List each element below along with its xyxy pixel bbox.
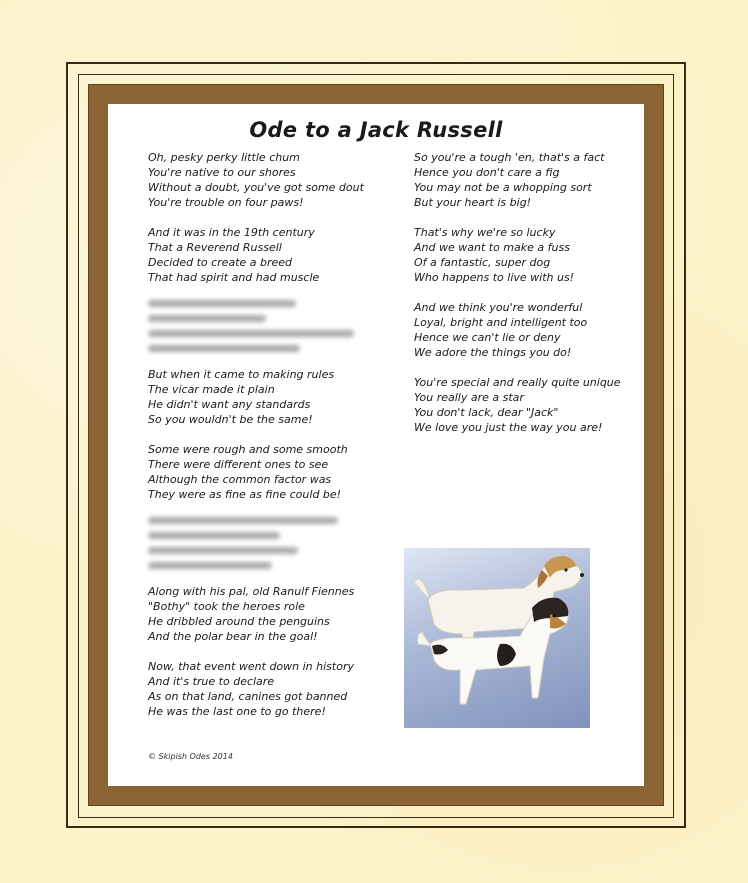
poem-line: But your heart is big! <box>414 196 532 209</box>
poem-line: Loyal, bright and intelligent too <box>414 316 588 329</box>
poem-line: So you're a tough 'en, that's a fact <box>414 151 605 164</box>
blurred-stanza <box>148 300 388 352</box>
stanza-5 <box>148 584 388 644</box>
stanza-3 <box>148 367 388 427</box>
poem-line: Hence we can't lie or deny <box>414 331 561 344</box>
poem-line: You're special and really quite unique <box>414 376 621 389</box>
poem-line: He was the last one to go there! <box>148 705 326 718</box>
poem-line: And we think you're wonderful <box>414 301 583 314</box>
poem-line: He dribbled around the penguins <box>148 615 330 628</box>
jack-russell-photo <box>404 548 590 728</box>
poem-line: Oh, pesky perky little chum <box>148 151 300 164</box>
poem-line: We love you just the way you are! <box>414 421 603 434</box>
blurred-line <box>148 315 266 322</box>
stanza-7 <box>414 150 634 210</box>
right-column <box>414 150 634 450</box>
stanza-8 <box>414 225 634 285</box>
poem-line: They were as fine as fine could be! <box>148 488 342 501</box>
poem-line: That had spirit and had muscle <box>148 271 320 284</box>
poem-line: That a Reverend Russell <box>148 241 282 254</box>
poem-line: You're trouble on four paws! <box>148 196 304 209</box>
poem-line: And we want to make a fuss <box>414 241 570 254</box>
blurred-line <box>148 300 296 307</box>
stanza-6 <box>148 659 388 719</box>
blurred-line <box>148 345 300 352</box>
poem-line: That's why we're so lucky <box>414 226 556 239</box>
stanza-4 <box>148 442 388 502</box>
poem-line: Of a fantastic, super dog <box>414 256 551 269</box>
stanza-2 <box>148 225 388 285</box>
poem-line: You're native to our shores <box>148 166 296 179</box>
stanza-1 <box>148 150 388 210</box>
poem-line: And the polar bear in the goal! <box>148 630 318 643</box>
poem-line: He didn't want any standards <box>148 398 311 411</box>
blurred-line <box>148 532 280 539</box>
poem-line: The vicar made it plain <box>148 383 275 396</box>
poem-line: There were different ones to see <box>148 458 329 471</box>
poem-line: Along with his pal, old Ranulf Fiennes <box>148 585 355 598</box>
poem-line: "Bothy" took the heroes role <box>148 600 305 613</box>
dogs-illustration <box>404 548 590 728</box>
poem-line: Some were rough and some smooth <box>148 443 348 456</box>
poem-line: And it was in the 19th century <box>148 226 315 239</box>
blurred-stanza <box>148 517 388 569</box>
copyright-notice: © Skipish Odes 2014 <box>148 752 233 761</box>
poem-line: Without a doubt, you've got some dout <box>148 181 364 194</box>
poem-line: As on that land, canines got banned <box>148 690 348 703</box>
poem-line: So you wouldn't be the same! <box>148 413 313 426</box>
poem-sheet <box>108 104 644 786</box>
blurred-line <box>148 547 298 554</box>
blurred-line <box>148 517 338 524</box>
poem-line: We adore the things you do! <box>414 346 572 359</box>
blurred-line <box>148 562 272 569</box>
stanza-9 <box>414 300 634 360</box>
poem-line: You don't lack, dear "Jack" <box>414 406 559 419</box>
poem-line: And it's true to declare <box>148 675 275 688</box>
poem-line: You may not be a whopping sort <box>414 181 592 194</box>
poem-line: Decided to create a breed <box>148 256 293 269</box>
poem-line: Who happens to live with us! <box>414 271 575 284</box>
poem-line: Hence you don't care a fig <box>414 166 560 179</box>
left-column <box>148 150 388 734</box>
poem-line: But when it came to making rules <box>148 368 335 381</box>
poem-title: Ode to a Jack Russell <box>249 118 503 142</box>
poem-line: You really are a star <box>414 391 524 404</box>
poem-line: Although the common factor was <box>148 473 332 486</box>
blurred-line <box>148 330 354 337</box>
stanza-10 <box>414 375 634 435</box>
poem-line: Now, that event went down in history <box>148 660 354 673</box>
